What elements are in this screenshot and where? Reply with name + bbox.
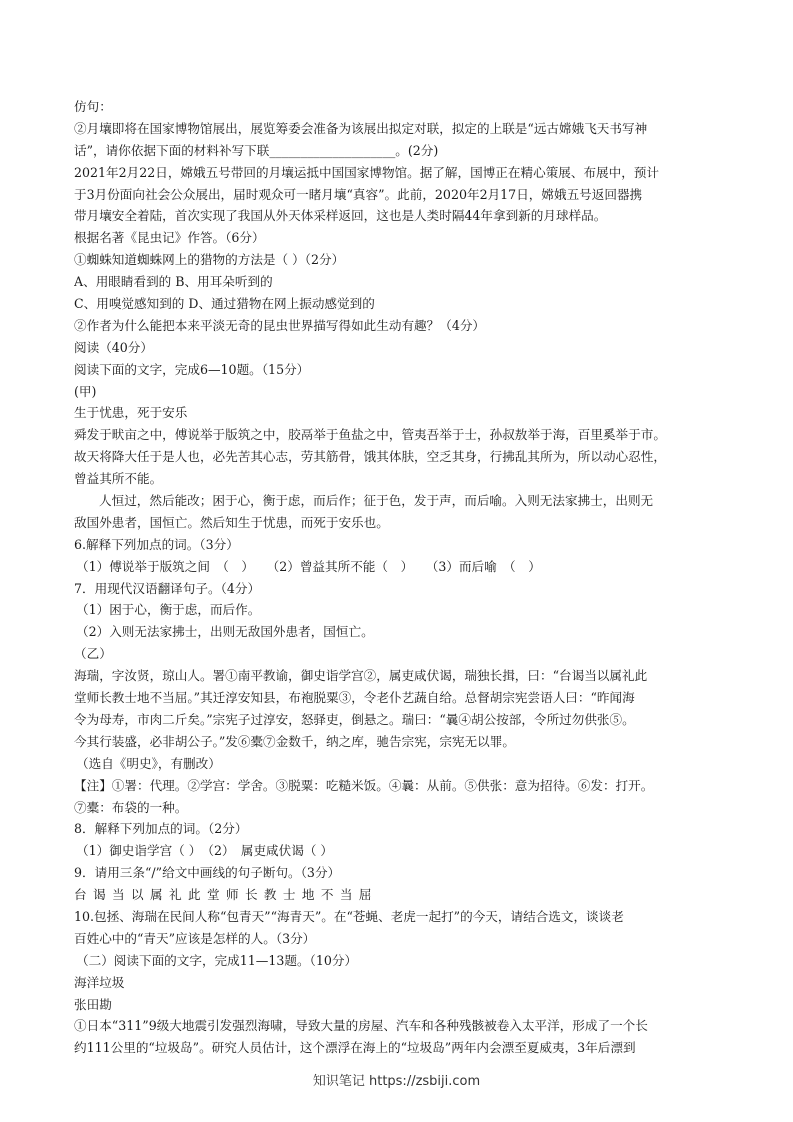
footer-watermark: 知识笔记 https://zsbiji.com <box>312 1074 481 1089</box>
source-note: （选自《明史》，有删改） <box>76 755 221 771</box>
punctuation-sentence: 台谒当以属礼此堂师长教士地不当屈 <box>74 887 378 903</box>
answer-option: A、用眼睛看到的 B、用耳朵听到的 <box>74 274 273 290</box>
annotation-note: ⑦橐：布袋的一种。 <box>74 799 188 815</box>
text-line: ②月壤即将在国家博物馆展出，展览筹委会准备为该展出拟定对联，拟定的上联是“远古嫦娥飞天书写神 <box>74 120 648 136</box>
passage-line: 故天将降大任于是人也，必先苦其心志，劳其筋骨，饿其体肤，空乏其身，行拂乱其所为，所以动心忍性， <box>74 449 666 465</box>
section-heading: 阅读（40分） <box>74 339 153 355</box>
document-body <box>74 96 724 1059</box>
article-title: 海洋垃圾 <box>74 974 125 990</box>
question-item: （1）傅说举于版筑之间 （ ） （2）曾益其所不能（ ） （3）而后喻 （ ） <box>76 558 541 574</box>
text-line: 话”，请你依据下面的材料补写下联____________________。(2分) <box>74 142 439 158</box>
passage-label: （乙） <box>74 646 112 662</box>
text-line: 带月壤安全着陆，首次实现了我国从外天体采样返回，这也是人类时隔44年拿到新的月球样品。 <box>74 208 607 224</box>
section-heading: （二）阅读下面的文字，完成11—13题。（10分） <box>76 952 358 968</box>
question-heading: 6.解释下列加点的词。（3分） <box>74 536 239 552</box>
passage-line: 海瑞，字汝贤，琼山人。署①南平教谕，御史诣学宫②，属吏咸伏谒，瑞独长揖，曰：“台谒当以属礼此 <box>74 668 648 684</box>
passage-line: 舜发于畎亩之中，傅说举于版筑之中，胶鬲举于鱼盐之中，管夷吾举于士，孙叔敖举于海，百里奚举于市。 <box>74 427 666 443</box>
text-line: 于3月份面向社会公众展出，届时观众可一睹月壤“真容”。此前，2020年2月17日，嫦娥五号返回器携 <box>74 186 643 202</box>
article-author: 张田勘 <box>74 996 112 1012</box>
question-heading: 根据名著《昆虫记》作答。（6分） <box>74 230 265 246</box>
question-item: （2）入则无法家拂士，出则无敌国外患者，国恒亡。 <box>76 624 374 640</box>
passage-line: 人恒过，然后能改；困于心，衡于虑，而后作；征于色，发于声，而后喻。入则无法家拂士，出则无 <box>99 493 654 509</box>
question-heading: 10.包拯、海瑞在民间人称“包青天”“海青天”。在“苍蝇、老虎一起打”的今天，请结合选文，谈谈老 <box>74 908 624 924</box>
answer-option: C、用嗅觉感知到的 D、通过猎物在网上振动感觉到的 <box>74 296 375 312</box>
passage-line: 堂师长教士地不当屈。”其迁淳安知县，布袍脱粟③，令老仆艺蔬自给。总督胡宗宪尝语人曰：“昨闻海 <box>74 690 635 706</box>
annotation-note: 【注】①署：代理。②学宫：学舍。③脱粟：吃糙米饭。④曩：从前。⑤供张：意为招待。⑥发：打开。 <box>74 777 654 793</box>
question-item: （1）困于心，衡于虑，而后作。 <box>76 602 261 618</box>
passage-line: 敌国外患者，国恒亡。然后知生于忧患，而死于安乐也。 <box>74 514 389 530</box>
passage-line: 约111公里的“垃圾岛”。研究人员估计，这个漂浮在海上的“垃圾岛”两年内会漂至夏威夷，3年后漂到 <box>74 1040 636 1056</box>
passage-title: 生于忧患，死于安乐 <box>74 405 188 421</box>
passage-line: ①日本“311”9级大地震引发强烈海啸，导致大量的房屋、汽车和各种残骸被卷入太平洋，形成了一个长 <box>74 1018 648 1034</box>
text-line: ①蜘蛛知道蜘蛛网上的猎物的方法是（ ）（2分） <box>74 252 345 268</box>
passage-line: 曾益其所不能。 <box>74 471 163 487</box>
passage-line: 今其行装盛，必非胡公子。”发⑥橐⑦金数千，纳之库，驰告宗宪，宗宪无以罪。 <box>74 733 515 749</box>
text-line: 阅读下面的文字，完成6—10题。（15分） <box>74 361 310 377</box>
text-line: 2021年2月22日，嫦娥五号带回的月壤运抵中国国家博物馆。据了解，国博正在精心策展、布展中，预计 <box>74 164 660 180</box>
text-line: ②作者为什么能把本来平淡无奇的昆虫世界描写得如此生动有趣？（4分） <box>74 317 486 333</box>
question-heading: 9．请用三条“/”给文中画线的句子断句。（3分） <box>74 865 341 881</box>
question-heading: 8．解释下列加点的词。（2分） <box>74 821 248 837</box>
question-heading: 7．用现代汉语翻译句子。（4分） <box>74 580 261 596</box>
question-item: （1）御史诣学宫（ ） （2） 属吏咸伏谒（ ） <box>76 843 334 859</box>
text-line: 仿句： <box>74 99 112 114</box>
passage-label: (甲) <box>74 383 97 399</box>
text-line: 百姓心中的“青天”应该是怎样的人。（3分） <box>74 930 316 946</box>
passage-line: 令为母寿，市肉二斤矣。”宗宪子过淳安，怒驿吏，倒悬之。瑞曰：“曩④胡公按部，令所过勿供张⑤。 <box>74 711 635 727</box>
